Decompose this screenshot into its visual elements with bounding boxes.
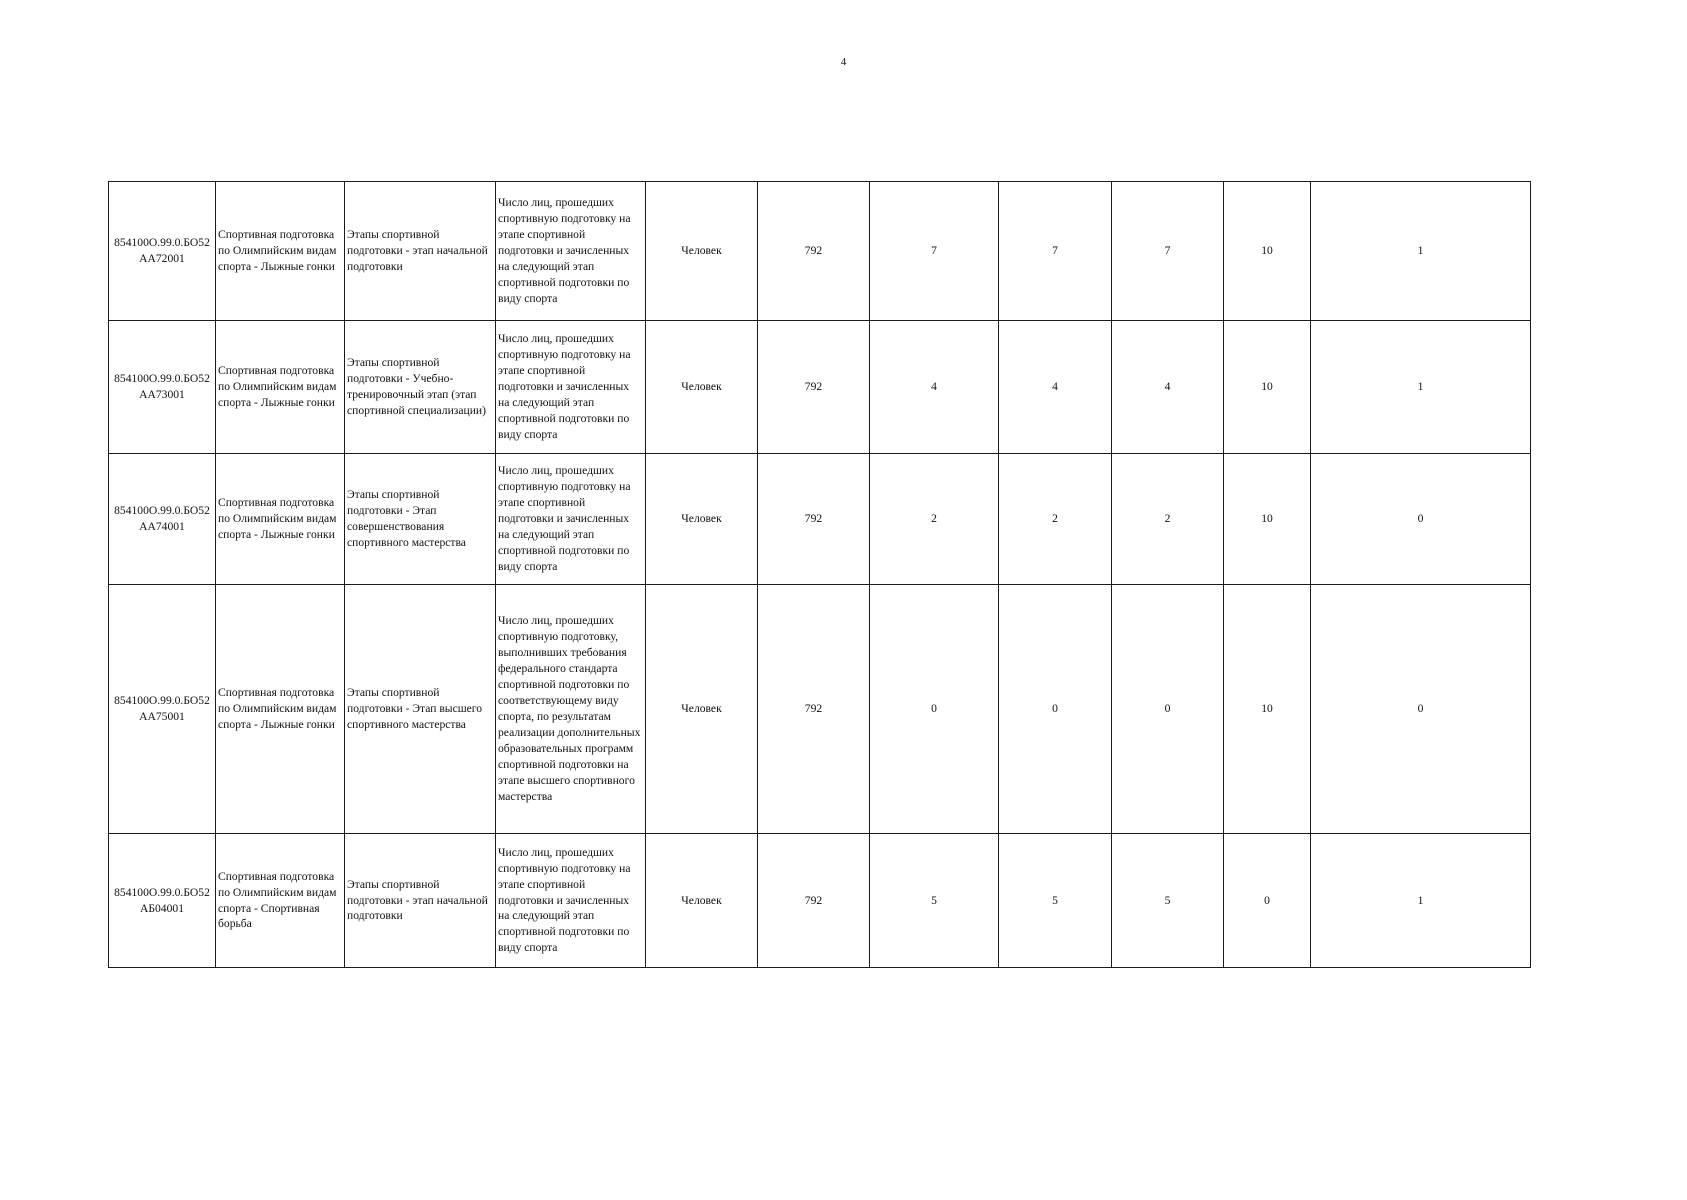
indicator-cell: Число лиц, прошедших спортивную подготовку, выполнивших требования федерального стандарта спортивной подготовки по соответствующему виду спорта, по результатам реализации дополнительных образовательных программ спортивной подготовки на этапе высшего спортивного мастерства bbox=[496, 585, 646, 834]
indicator-cell: Число лиц, прошедших спортивную подготовку на этапе спортивной подготовки и зачисленных на следующий этап спортивной подготовки по виду спорта bbox=[496, 454, 646, 585]
service-name-cell: Спортивная подготовка по Олимпийским видам спорта - Лыжные гонки bbox=[216, 585, 345, 834]
value-cell: 1 bbox=[1311, 834, 1531, 968]
value-cell: 0 bbox=[1311, 585, 1531, 834]
value-cell: 4 bbox=[870, 321, 999, 454]
unit-cell: Человек bbox=[646, 321, 758, 454]
registry-code-cell: 854100О.99.0.БО52АА72001 bbox=[109, 182, 216, 321]
value-cell: 5 bbox=[870, 834, 999, 968]
value-cell: 0 bbox=[1112, 585, 1224, 834]
service-name-cell: Спортивная подготовка по Олимпийским видам спорта - Спортивная борьба bbox=[216, 834, 345, 968]
value-cell: 2 bbox=[999, 454, 1112, 585]
value-cell: 0 bbox=[1311, 454, 1531, 585]
value-cell: 1 bbox=[1311, 182, 1531, 321]
value-cell: 4 bbox=[1112, 321, 1224, 454]
table-row bbox=[109, 454, 1531, 585]
value-cell: 0 bbox=[999, 585, 1112, 834]
value-cell: 0 bbox=[1224, 834, 1311, 968]
table-row bbox=[109, 321, 1531, 454]
value-cell: 5 bbox=[1112, 834, 1224, 968]
service-indicators-table bbox=[108, 181, 1531, 968]
okei-code-cell: 792 bbox=[758, 182, 870, 321]
stage-cell: Этапы спортивной подготовки - Этап совершенствования спортивного мастерства bbox=[345, 454, 496, 585]
value-cell: 5 bbox=[999, 834, 1112, 968]
registry-code-cell: 854100О.99.0.БО52АА73001 bbox=[109, 321, 216, 454]
value-cell: 1 bbox=[1311, 321, 1531, 454]
table-row bbox=[109, 182, 1531, 321]
value-cell: 10 bbox=[1224, 585, 1311, 834]
service-name-cell: Спортивная подготовка по Олимпийским видам спорта - Лыжные гонки bbox=[216, 454, 345, 585]
unit-cell: Человек bbox=[646, 585, 758, 834]
value-cell: 10 bbox=[1224, 454, 1311, 585]
table-row bbox=[109, 834, 1531, 968]
service-name-cell: Спортивная подготовка по Олимпийским видам спорта - Лыжные гонки bbox=[216, 321, 345, 454]
indicator-cell: Число лиц, прошедших спортивную подготовку на этапе спортивной подготовки и зачисленных на следующий этап спортивной подготовки по виду спорта bbox=[496, 834, 646, 968]
service-name-cell: Спортивная подготовка по Олимпийским видам спорта - Лыжные гонки bbox=[216, 182, 345, 321]
unit-cell: Человек bbox=[646, 182, 758, 321]
indicator-cell: Число лиц, прошедших спортивную подготовку на этапе спортивной подготовки и зачисленных на следующий этап спортивной подготовки по виду спорта bbox=[496, 321, 646, 454]
table-row bbox=[109, 585, 1531, 834]
indicator-cell: Число лиц, прошедших спортивную подготовку на этапе спортивной подготовки и зачисленных на следующий этап спортивной подготовки по виду спорта bbox=[496, 182, 646, 321]
value-cell: 7 bbox=[1112, 182, 1224, 321]
okei-code-cell: 792 bbox=[758, 585, 870, 834]
okei-code-cell: 792 bbox=[758, 321, 870, 454]
okei-code-cell: 792 bbox=[758, 454, 870, 585]
registry-code-cell: 854100О.99.0.БО52АА75001 bbox=[109, 585, 216, 834]
value-cell: 7 bbox=[870, 182, 999, 321]
value-cell: 2 bbox=[870, 454, 999, 585]
page-number: 4 bbox=[840, 56, 847, 68]
value-cell: 10 bbox=[1224, 321, 1311, 454]
unit-cell: Человек bbox=[646, 834, 758, 968]
stage-cell: Этапы спортивной подготовки - Учебно-тренировочный этап (этап спортивной специализации) bbox=[345, 321, 496, 454]
registry-code-cell: 854100О.99.0.БО52АА74001 bbox=[109, 454, 216, 585]
value-cell: 0 bbox=[870, 585, 999, 834]
stage-cell: Этапы спортивной подготовки - Этап высшего спортивного мастерства bbox=[345, 585, 496, 834]
unit-cell: Человек bbox=[646, 454, 758, 585]
value-cell: 7 bbox=[999, 182, 1112, 321]
okei-code-cell: 792 bbox=[758, 834, 870, 968]
registry-code-cell: 854100О.99.0.БО52АБ04001 bbox=[109, 834, 216, 968]
value-cell: 10 bbox=[1224, 182, 1311, 321]
stage-cell: Этапы спортивной подготовки - этап начальной подготовки bbox=[345, 834, 496, 968]
value-cell: 2 bbox=[1112, 454, 1224, 585]
stage-cell: Этапы спортивной подготовки - этап начальной подготовки bbox=[345, 182, 496, 321]
value-cell: 4 bbox=[999, 321, 1112, 454]
